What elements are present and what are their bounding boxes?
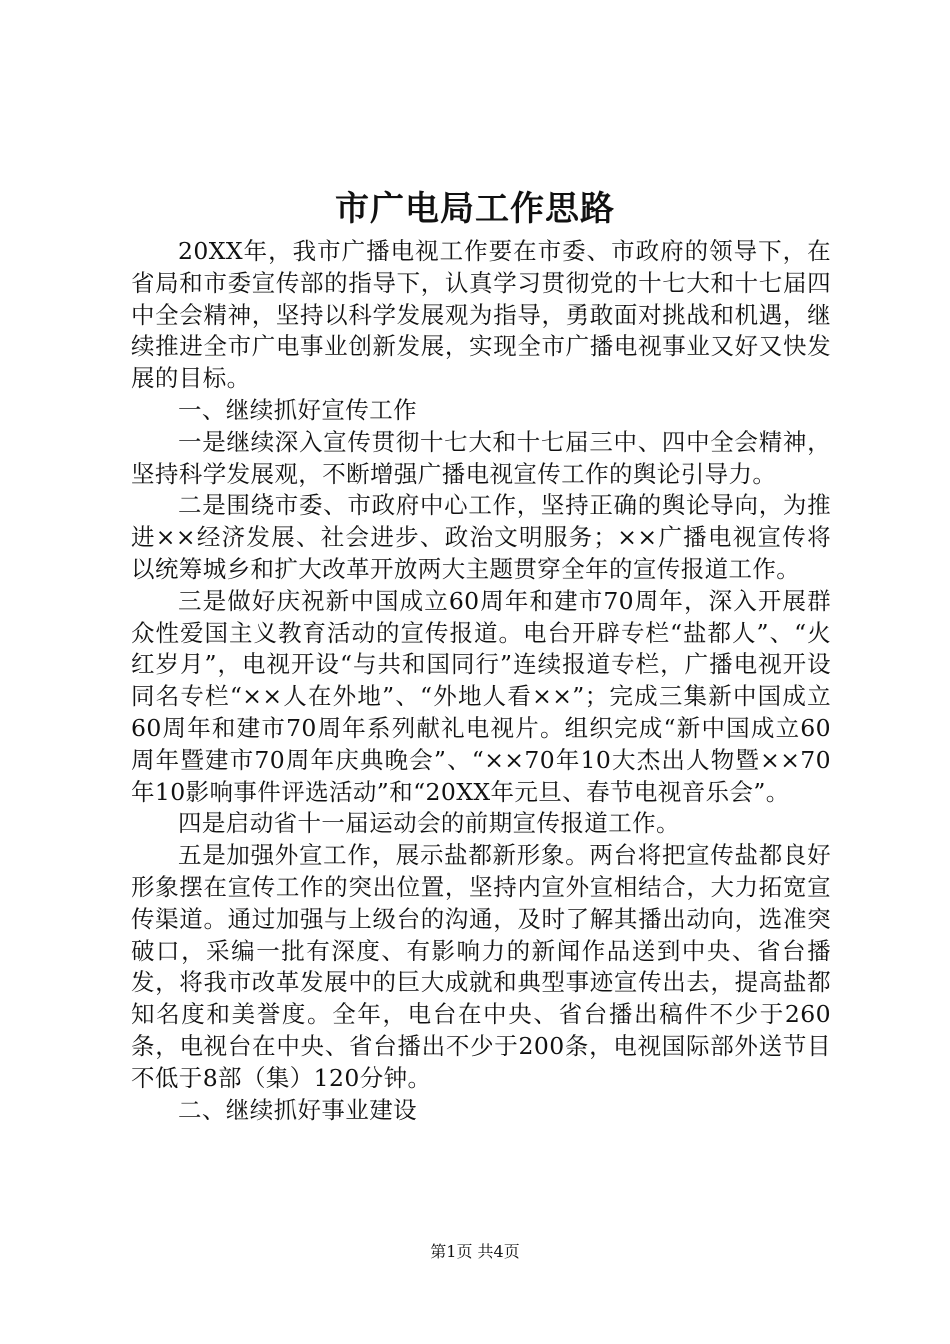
paragraph-intro: 20XX年，我市广播电视工作要在市委、市政府的领导下，在省局和市委宣传部的指导下，认真学习贯彻党的十七大和十七届四中全会精神，坚持以科学发展观为指导，勇敢面对挑战和机遇，继续推进全市广电事业创新发展，实现全市广播电视事业又好又快发展的目标。 xyxy=(131,237,831,393)
section-heading-2: 二、继续抓好事业建设 xyxy=(178,1095,417,1124)
paragraph-item-2: 二是围绕市委、市政府中心工作，坚持正确的舆论导向，为推进××经济发展、社会进步、政治文明服务；××广播电视宣传将以统筹城乡和扩大改革开放两大主题贯穿全年的宣传报道工作。 xyxy=(131,491,831,583)
document-body xyxy=(131,236,831,1126)
paragraph-item-4: 四是启动省十一届运动会的前期宣传报道工作。 xyxy=(178,809,680,838)
paragraph-item-5: 五是加强外宣工作，展示盐都新形象。两台将把宣传盐都良好形象摆在宣传工作的突出位置，坚持内宣外宣相结合，大力拓宽宣传渠道。通过加强与上级台的沟通，及时了解其播出动向，选准突破口，采编一批有深度、有影响力的新闻作品送到中央、省台播发，将我市改革发展中的巨大成就和典型事迹宣传出去，提高盐都知名度和美誉度。全年，电台在中央、省台播出稿件不少于260条，电视台在中央、省台播出不少于200条，电视国际部外送节目不低于8部（集）120分钟。 xyxy=(131,841,831,1092)
document-title: 市广电局工作思路 xyxy=(335,189,615,229)
paragraph-item-1: 一是继续深入宣传贯彻十七大和十七届三中、四中全会精神，坚持科学发展观，不断增强广播电视宣传工作的舆论引导力。 xyxy=(131,427,831,488)
section-heading-1: 一、继续抓好宣传工作 xyxy=(178,395,417,424)
page-footer: 第1页 共4页 xyxy=(430,1242,520,1261)
paragraph-item-3: 三是做好庆祝新中国成立60周年和建市70周年，深入开展群众性爱国主义教育活动的宣传报道。电台开辟专栏“盐都人”、“火红岁月”，电视开设“与共和国同行”连续报道专栏，广播电视开设同名专栏“××人在外地”、“外地人看××”；完成三集新中国成立60周年和建市70周年系列献礼电视片。组织完成“新中国成立60周年暨建市70周年庆典晚会”、“××70年10大杰出人物暨××70年10影响事件评选活动”和“20XX年元旦、春节电视音乐会”。 xyxy=(131,586,831,806)
